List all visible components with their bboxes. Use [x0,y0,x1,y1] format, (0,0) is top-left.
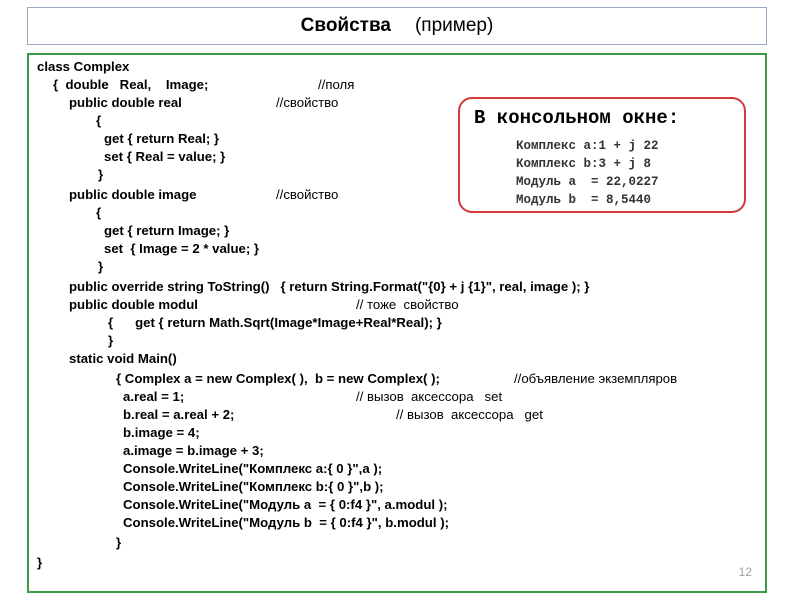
code-line: { Complex a = new Complex( ), b = new Complex( ); [116,371,440,386]
code-line: get { return Image; } [104,223,230,238]
code-line: class Complex [37,59,130,74]
code-line: { get { return Math.Sqrt(Image*Image+Real*Real); } [108,315,442,330]
page-number: 12 [738,565,752,579]
code-line: } [98,259,104,274]
code-line: } [98,167,104,182]
code-line: public double image [69,187,197,202]
console-line: Модуль a = 22,0227 [516,175,659,189]
code-comment: // тоже свойство [356,297,459,312]
code-line: set { Image = 2 * value; } [104,241,260,256]
console-title: В консольном окне: [474,107,680,129]
code-line: Console.WriteLine("Комплекс a:{ 0 }",a ); [123,461,383,476]
code-comment: //поля [318,77,355,92]
code-line: } [116,535,122,550]
code-line: set { Real = value; } [104,149,226,164]
code-line: a.real = 1; [123,389,185,404]
console-line: Модуль b = 8,5440 [516,193,652,207]
code-line: Console.WriteLine("Комплекс b:{ 0 }",b ); [123,479,384,494]
code-comment: //свойство [276,187,339,202]
code-comment: // вызов аксессора get [396,407,543,422]
code-line: { double Real, Image; [53,77,209,92]
code-line: public override string ToString() { return String.Format("{0} + j {1}", real, image ); } [69,279,590,294]
slide-subtitle: (пример) [414,15,494,36]
code-line: { [96,205,102,220]
code-line: public double modul [69,297,198,312]
slide-title: Свойства [300,15,391,36]
code-line: } [108,333,114,348]
slide-header [27,7,767,45]
code-comment: //объявление экземпляров [514,371,678,386]
code-line: { [96,113,102,128]
code-line: get { return Real; } [104,131,220,146]
code-line: a.image = b.image + 3; [123,443,264,458]
console-line: Комплекс b:3 + j 8 [516,157,652,171]
code-line: Console.WriteLine("Модуль b = { 0:f4 }", b.modul ); [123,515,449,530]
console-line: Комплекс a:1 + j 22 [516,139,659,153]
code-comment: //свойство [276,95,339,110]
code-line: public double real [69,95,182,110]
code-line: b.image = 4; [123,425,200,440]
code-line: static void Main() [69,351,177,366]
code-line: b.real = a.real + 2; [123,407,235,422]
code-line: Console.WriteLine("Модуль a = { 0:f4 }", a.modul ); [123,497,448,512]
code-comment: // вызов аксессора set [356,389,503,404]
code-line: } [37,555,43,570]
console-output-panel [458,97,746,213]
